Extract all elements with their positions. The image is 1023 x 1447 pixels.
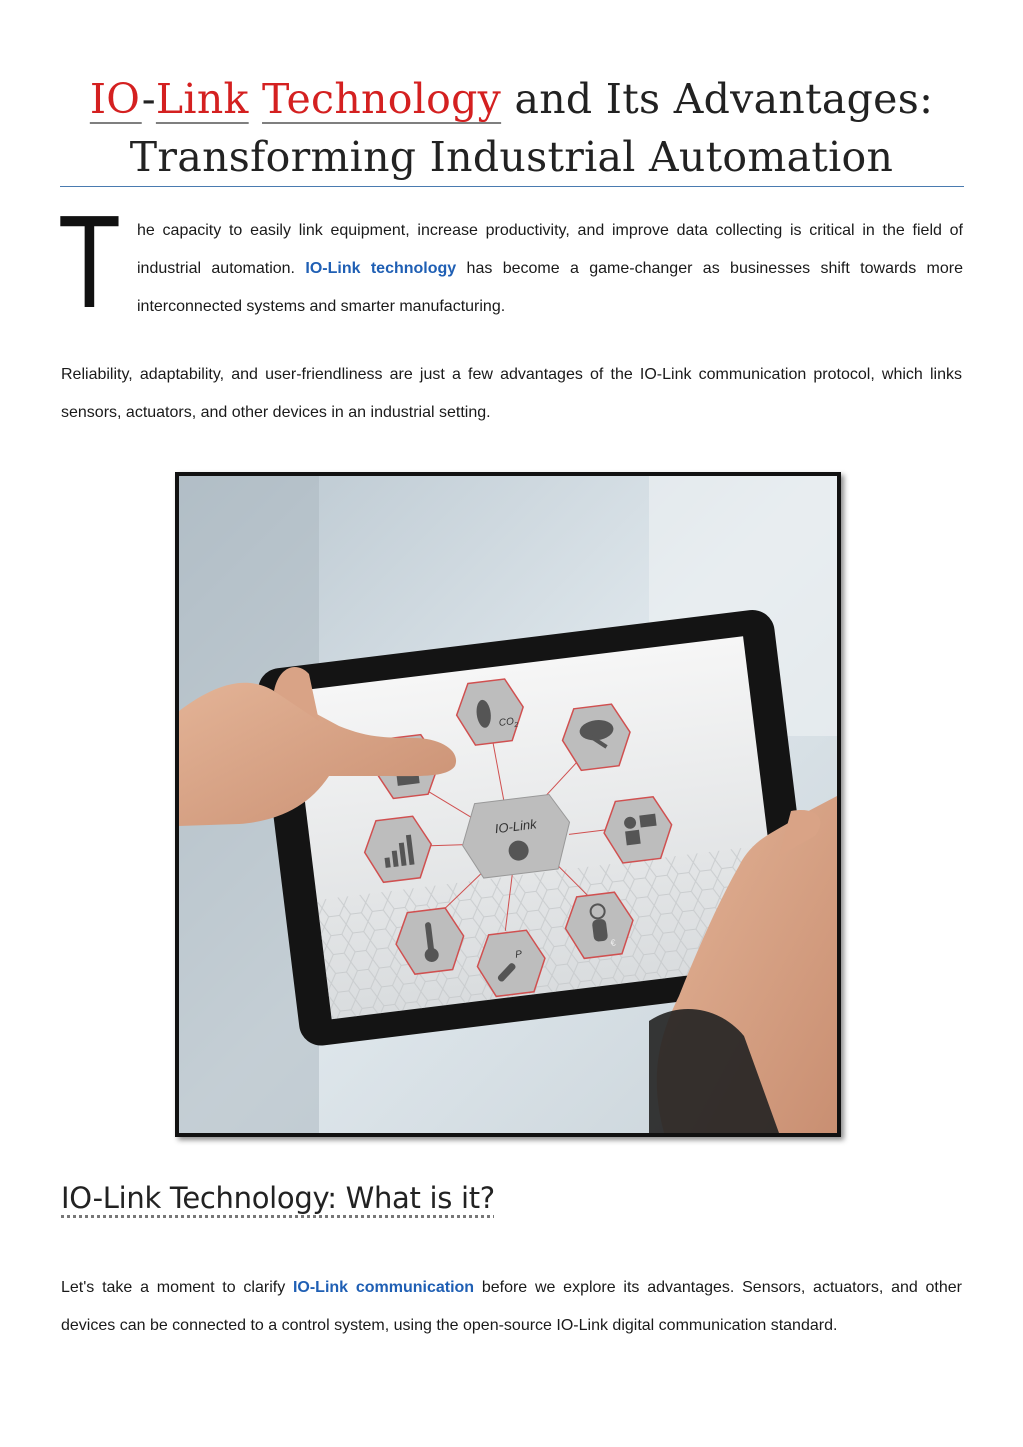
drop-cap: T [58,188,121,335]
clarify-text-a: Let's take a moment to clarify [61,1279,293,1296]
clarify-paragraph [61,1269,962,1345]
title-hyphen: - [141,75,156,123]
title-rest: and Its Advantages: [501,75,934,123]
clarify-text-b: before we explore its advantages. Sensors, actuators, and other devices can be connected to a control system, using the open-source IO-Link digital communication standard. [61,1279,962,1334]
title-divider [60,186,964,187]
co2-label: $CO_2$ [498,716,519,730]
advantages-paragraph: Reliability, adaptability, and user-friendliness are just a few advantages of the IO-Link communication protocol, which links sensors, actuators, and other devices in an industrial setting. [61,366,962,421]
io-link-center-label: IO-Link [493,816,538,837]
page-title [60,70,963,186]
tablet-photo [175,472,841,1137]
intro-text-b: has become a game-changer as businesses shift towards more interconnected systems and smarter manufacturing. [137,260,964,315]
section-heading: IO-Link Technology: What is it? [61,1181,495,1215]
title-technology: Technology [262,75,502,123]
io-link-technology-link[interactable]: IO-Link technology [305,260,457,277]
title-link: Link [155,75,249,123]
touch-euro-label: € [609,937,617,949]
title-line2: Transforming Industrial Automation [129,133,894,181]
pressure-label: P [514,948,523,961]
title-io: IO [89,75,142,123]
io-link-communication-link[interactable]: IO-Link communication [292,1279,475,1296]
title-space [249,75,262,123]
intro-text-a: he capacity to easily link equipment, increase productivity, and improve data collecting is critical in the field of industrial automation. [137,222,963,277]
intro-paragraph [137,212,963,326]
